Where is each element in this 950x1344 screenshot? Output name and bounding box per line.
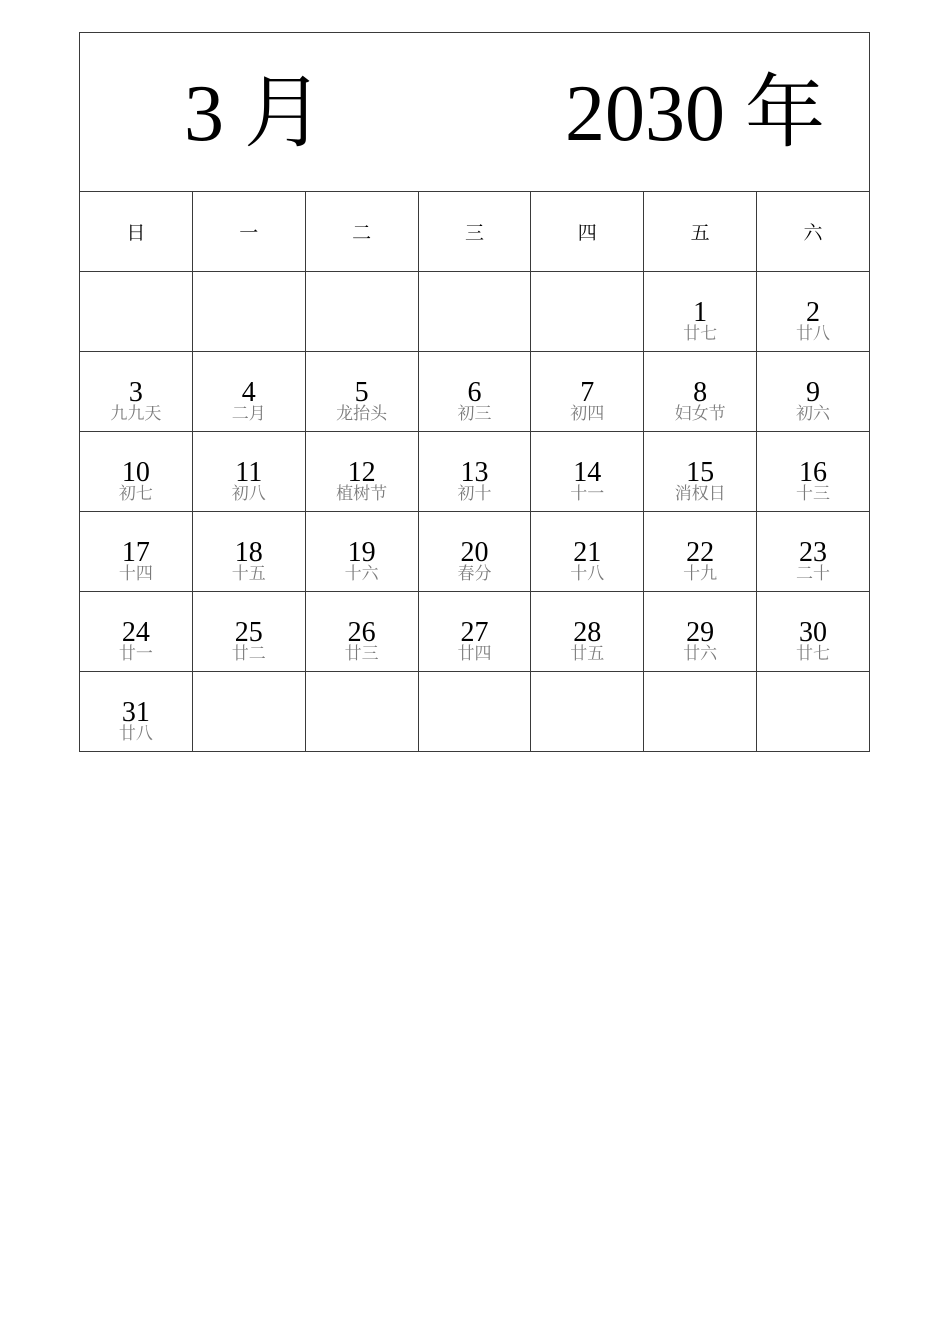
day-cell — [305, 512, 418, 592]
week-row — [80, 592, 870, 672]
weekday-fri: 五 — [644, 192, 757, 272]
day-number: 20 — [460, 537, 489, 568]
day-number: 28 — [573, 617, 602, 648]
lunar-date: 廿八 — [118, 724, 153, 744]
day-number: 6 — [467, 377, 482, 408]
lunar-date: 十四 — [118, 564, 153, 584]
lunar-date: 廿二 — [231, 644, 266, 664]
day-cell — [418, 432, 531, 512]
day-number: 29 — [686, 617, 715, 648]
weekday-wed: 三 — [418, 192, 531, 272]
day-cell — [644, 592, 757, 672]
day-number: 19 — [347, 537, 376, 568]
lunar-date: 妇女节 — [674, 404, 726, 424]
day-cell — [305, 432, 418, 512]
day-number: 14 — [573, 457, 602, 488]
day-number: 16 — [799, 457, 828, 488]
day-cell — [757, 432, 870, 512]
day-cell — [192, 512, 305, 592]
lunar-date: 初七 — [118, 484, 153, 504]
day-number: 18 — [234, 537, 263, 568]
lunar-date: 十六 — [344, 564, 379, 584]
day-cell — [531, 432, 644, 512]
day-number: 31 — [121, 697, 150, 728]
lunar-date: 龙抬头 — [336, 404, 388, 424]
day-cell — [531, 352, 644, 432]
day-number: 23 — [799, 537, 828, 568]
calendar-weeks — [80, 272, 870, 752]
day-number: 2 — [806, 297, 821, 328]
lunar-date: 初四 — [570, 404, 605, 424]
day-cell — [305, 352, 418, 432]
weekday-header-row — [80, 192, 870, 272]
day-cell — [418, 352, 531, 432]
day-number: 26 — [347, 617, 376, 648]
week-row — [80, 272, 870, 352]
empty-day-cell — [192, 272, 305, 352]
lunar-date: 初三 — [457, 404, 492, 424]
day-cell — [757, 512, 870, 592]
month-title: 3 月 — [184, 70, 324, 158]
day-cell — [757, 272, 870, 352]
day-number: 9 — [806, 377, 821, 408]
empty-day-cell — [531, 272, 644, 352]
day-cell — [644, 272, 757, 352]
day-cell — [644, 432, 757, 512]
weekday-sun: 日 — [80, 192, 193, 272]
lunar-date: 廿一 — [118, 644, 153, 664]
week-row — [80, 352, 870, 432]
lunar-date: 二十 — [796, 564, 831, 584]
day-number: 11 — [235, 457, 263, 488]
lunar-date: 廿四 — [457, 644, 492, 664]
day-number: 27 — [460, 617, 489, 648]
lunar-date: 十八 — [570, 564, 605, 584]
day-number: 7 — [580, 377, 595, 408]
empty-day-cell — [305, 272, 418, 352]
lunar-date: 廿七 — [796, 644, 831, 664]
day-cell — [80, 672, 193, 752]
lunar-date: 廿五 — [570, 644, 605, 664]
calendar-header — [80, 33, 870, 192]
day-cell — [80, 352, 193, 432]
calendar-header-row — [80, 33, 870, 192]
day-cell — [644, 352, 757, 432]
day-number: 24 — [121, 617, 150, 648]
lunar-date: 廿七 — [683, 324, 718, 344]
empty-day-cell — [757, 672, 870, 752]
weekday-tue: 二 — [305, 192, 418, 272]
lunar-date: 十一 — [570, 484, 605, 504]
day-number: 1 — [693, 297, 708, 328]
day-number: 15 — [686, 457, 715, 488]
day-cell — [80, 512, 193, 592]
day-cell — [305, 592, 418, 672]
week-row — [80, 432, 870, 512]
day-cell — [418, 512, 531, 592]
day-cell — [531, 512, 644, 592]
day-number: 25 — [234, 617, 263, 648]
day-cell — [531, 592, 644, 672]
lunar-date: 植树节 — [336, 484, 388, 504]
empty-day-cell — [305, 672, 418, 752]
week-row — [80, 512, 870, 592]
day-number: 22 — [686, 537, 715, 568]
empty-day-cell — [80, 272, 193, 352]
day-number: 4 — [241, 377, 256, 408]
day-cell — [192, 352, 305, 432]
lunar-date: 初八 — [231, 484, 266, 504]
day-cell — [757, 352, 870, 432]
lunar-date: 廿三 — [344, 644, 379, 664]
day-number: 5 — [354, 377, 369, 408]
lunar-date: 春分 — [457, 564, 492, 584]
week-row — [80, 672, 870, 752]
weekday-sat: 六 — [757, 192, 870, 272]
day-number: 12 — [347, 457, 376, 488]
day-number: 8 — [693, 377, 708, 408]
lunar-date: 廿八 — [796, 324, 831, 344]
weekday-thu: 四 — [531, 192, 644, 272]
day-cell — [418, 592, 531, 672]
calendar-table — [79, 32, 870, 752]
day-number: 17 — [121, 537, 150, 568]
day-cell — [80, 592, 193, 672]
lunar-date: 十三 — [796, 484, 831, 504]
year-title: 2030 年 — [565, 70, 825, 158]
lunar-date: 消权日 — [674, 484, 726, 504]
lunar-date: 十五 — [231, 564, 266, 584]
day-cell — [757, 592, 870, 672]
day-number: 30 — [799, 617, 828, 648]
day-cell — [192, 592, 305, 672]
empty-day-cell — [418, 272, 531, 352]
lunar-date: 初十 — [457, 484, 492, 504]
day-cell — [192, 432, 305, 512]
lunar-date: 廿六 — [683, 644, 718, 664]
day-cell — [644, 512, 757, 592]
day-number: 10 — [121, 457, 150, 488]
lunar-date: 初六 — [796, 404, 831, 424]
empty-day-cell — [531, 672, 644, 752]
empty-day-cell — [644, 672, 757, 752]
day-number: 3 — [128, 377, 143, 408]
lunar-date: 十九 — [683, 564, 718, 584]
day-number: 21 — [573, 537, 602, 568]
empty-day-cell — [192, 672, 305, 752]
lunar-date: 九九天 — [110, 404, 162, 424]
empty-day-cell — [418, 672, 531, 752]
weekday-mon: 一 — [192, 192, 305, 272]
lunar-date: 二月 — [231, 404, 266, 424]
day-cell — [80, 432, 193, 512]
day-number: 13 — [460, 457, 489, 488]
